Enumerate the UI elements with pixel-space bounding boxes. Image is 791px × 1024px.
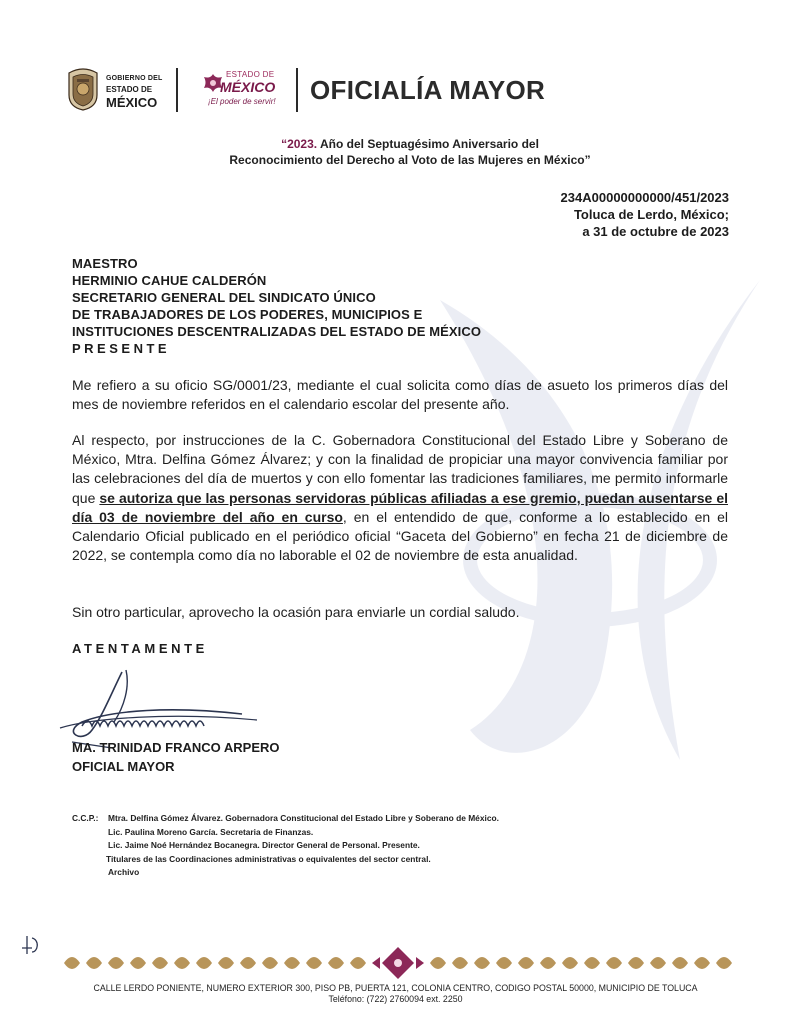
signer-block xyxy=(72,738,280,776)
addressee-block xyxy=(72,255,481,357)
gob-line-1: GOBIERNO DEL xyxy=(106,75,163,82)
ornamental-border xyxy=(58,946,738,980)
gob-line-2: ESTADO DE xyxy=(106,85,153,94)
signer-title: OFICIAL MAYOR xyxy=(72,759,175,774)
ccp-line-1: Mtra. Delfina Gómez Álvarez. Gobernadora Constitucional del Estado Libre y Soberano de México. xyxy=(108,813,499,823)
ccp-line-5: Archivo xyxy=(108,867,140,878)
reference-place: Toluca de Lerdo, México; xyxy=(573,207,729,222)
edomex-small: ESTADO DE xyxy=(226,70,275,79)
addressee-position-3: INSTITUCIONES DESCENTRALIZADAS DEL ESTADO DE MÉXICO xyxy=(72,324,482,339)
motto-line1: Año del Septuagésimo Aniversario del xyxy=(317,137,539,151)
gob-line-3: MÉXICO xyxy=(106,95,158,110)
government-name xyxy=(106,73,162,110)
footer-phone: Teléfono: (722) 2760094 ext. 2250 xyxy=(328,994,463,1004)
handwritten-initials xyxy=(18,928,48,958)
edomex-logo xyxy=(202,70,292,110)
closing-atentamente: ATENTAMENTE xyxy=(72,641,208,656)
reference-block xyxy=(561,189,729,240)
official-motto xyxy=(150,136,670,168)
edomex-slogan: ¡El poder de servir! xyxy=(208,97,276,106)
paragraph-3: Sin otro particular, aprovecho la ocasión para enviarle un cordial saludo. xyxy=(72,604,520,620)
signer-name: MA. TRINIDAD FRANCO ARPERO xyxy=(72,740,280,755)
state-seal-icon xyxy=(66,67,100,111)
motto-line2: Reconocimiento del Derecho al Voto de las Mujeres en México” xyxy=(229,153,591,167)
ccp-line-4: Titulares de las Coordinaciones administrativas o equivalentes del sector central. xyxy=(106,853,431,864)
addressee-name: HERMINIO CAHUE CALDERÓN xyxy=(72,273,267,288)
paragraph-2 xyxy=(72,431,728,565)
footer xyxy=(0,983,791,1005)
paragraph-2-start: Al respecto, por instrucciones de la C. Gobernadora Constitucional del Estado Libre y Soberano de México, Mtra. Delfina Gómez Álvarez; y con la finalidad de propiciar una mayor convivencia familiar por las celebraciones del día de muertos y con ello fomentar las tradiciones familiares, me permito informarle que xyxy=(72,432,728,506)
paragraph-1: Me refiero a su oficio SG/0001/23, mediante el cual solicita como días de asueto los primeros días del mes de noviembre referidos en el calendario escolar del presente año. xyxy=(72,377,728,413)
header-divider-2 xyxy=(296,68,298,112)
ccp-line-3: Lic. Jaime Noé Hernández Bocanegra. Director General de Personal. Presente. xyxy=(108,840,420,851)
reference-date: a 31 de octubre de 2023 xyxy=(582,224,729,239)
ccp-label: C.C.P.: xyxy=(72,813,99,823)
addressee-presente: PRESENTE xyxy=(72,341,171,356)
ccp-line-2: Lic. Paulina Moreno García. Secretaria de Finanzas. xyxy=(108,826,314,837)
footer-address: CALLE LERDO PONIENTE, NUMERO EXTERIOR 300, PISO PB, PUERTA 121, COLONIA CENTRO, CODIGO POSTAL 50000, MUNICIPIO DE TOLUCA xyxy=(93,983,698,993)
header-divider xyxy=(176,68,178,112)
motto-year: “2023. xyxy=(281,137,318,151)
letterhead xyxy=(62,64,662,116)
addressee-position-1: SECRETARIO GENERAL DEL SINDICATO ÚNICO xyxy=(72,290,376,305)
addressee-title: MAESTRO xyxy=(72,256,138,271)
paragraph-2-emphasis: se autoriza que las personas servidoras públicas afiliadas a ese gremio, puedan ausentarse el día 03 de noviembre del año en curso xyxy=(72,489,729,525)
ccp-block xyxy=(72,812,499,880)
office-title: OFICIALÍA MAYOR xyxy=(310,75,546,105)
edomex-big: MÉXICO xyxy=(220,79,276,95)
reference-number: 234A00000000000/451/2023 xyxy=(560,190,729,205)
paragraph-2-end: , en el entendido de que, conforme a lo establecido en el Calendario Oficial publicado en el periódico oficial “Gaceta del Gobierno” en fecha 21 de diciembre de 2022, se contempla como día no laborable el 02 de noviembre de esta anualidad. xyxy=(72,508,728,564)
addressee-position-2: DE TRABAJADORES DE LOS PODERES, MUNICIPIOS E xyxy=(72,307,423,322)
